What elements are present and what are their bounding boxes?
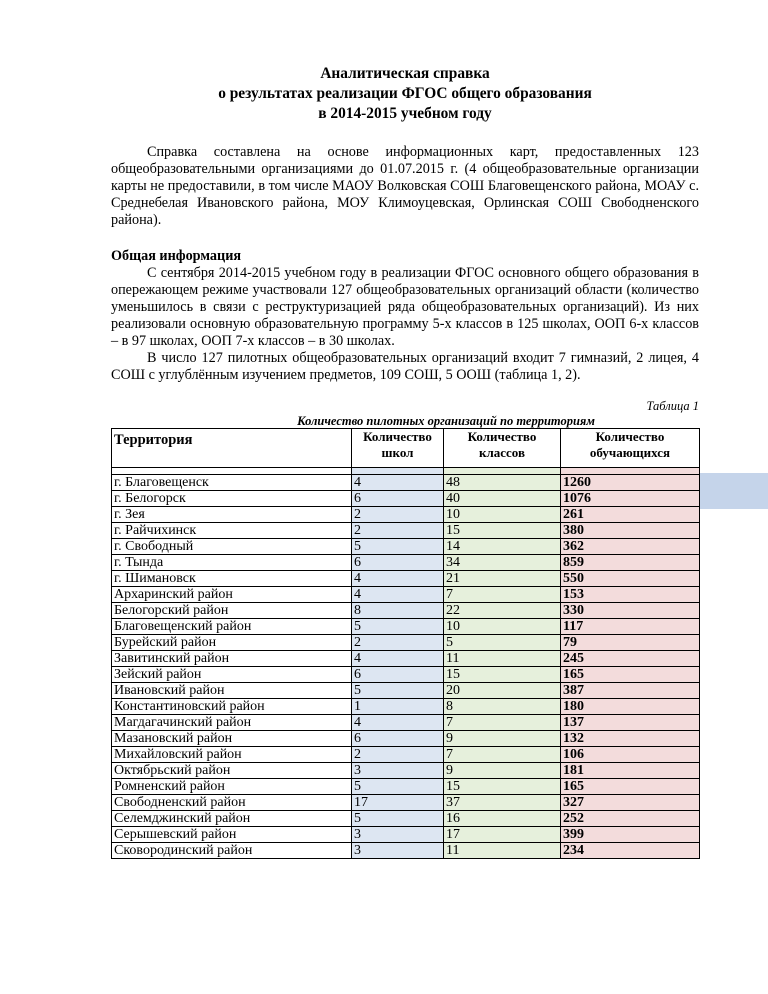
table-body [112, 468, 700, 859]
cell-schools: 6 [352, 731, 444, 747]
cell-schools: 4 [352, 651, 444, 667]
document-page [111, 64, 699, 859]
cell-students: 165 [561, 779, 700, 795]
cell-schools: 3 [352, 843, 444, 859]
table-caption: Таблица 1 [646, 399, 699, 413]
table-row [112, 475, 700, 491]
table-row [112, 555, 700, 571]
cell-schools: 5 [352, 811, 444, 827]
table-row [112, 747, 700, 763]
cell-schools: 17 [352, 795, 444, 811]
cell-students: 1076 [561, 491, 700, 507]
table-row [112, 587, 700, 603]
cell-territory: г. Свободный [112, 539, 352, 555]
header-classes: Количество классов [444, 429, 561, 468]
table-row [112, 667, 700, 683]
table-row [112, 763, 700, 779]
cell-schools: 6 [352, 667, 444, 683]
side-scroll-tab[interactable] [696, 473, 768, 509]
cell-classes: 15 [444, 523, 561, 539]
cell-schools: 5 [352, 779, 444, 795]
cell-classes: 20 [444, 683, 561, 699]
cell-territory: г. Благовещенск [112, 475, 352, 491]
cell-territory: г. Райчихинск [112, 523, 352, 539]
cell-students: 181 [561, 763, 700, 779]
cell-territory: Сковородинский район [112, 843, 352, 859]
cell-schools: 4 [352, 475, 444, 491]
table-row [112, 539, 700, 555]
table-row [112, 683, 700, 699]
cell-classes: 11 [444, 651, 561, 667]
cell-territory: Константиновский район [112, 699, 352, 715]
table-row [112, 731, 700, 747]
table-row [112, 779, 700, 795]
cell-classes: 22 [444, 603, 561, 619]
table-row [112, 491, 700, 507]
cell-students: 330 [561, 603, 700, 619]
table-header-row [112, 429, 700, 468]
cell-schools: 6 [352, 555, 444, 571]
cell-schools: 2 [352, 523, 444, 539]
cell-classes: 37 [444, 795, 561, 811]
cell-classes: 15 [444, 667, 561, 683]
header-territory: Территория [112, 429, 352, 468]
section-paragraph-2: В число 127 пилотных общеобразовательных организаций входит 7 гимназий, 2 лицея, 4 СОШ с углублённым изучением предметов, 109 СОШ, 5 ООШ (таблица 1, 2). [111, 350, 699, 383]
cell-classes: 10 [444, 619, 561, 635]
cell-students: 859 [561, 555, 700, 571]
table-row [112, 507, 700, 523]
cell-territory: г. Шимановск [112, 571, 352, 587]
cell-classes: 10 [444, 507, 561, 523]
cell-classes: 17 [444, 827, 561, 843]
cell-classes: 7 [444, 587, 561, 603]
cell-schools: 3 [352, 763, 444, 779]
cell-classes: 21 [444, 571, 561, 587]
cell-students: 327 [561, 795, 700, 811]
table-row [112, 571, 700, 587]
title-line-2: о результатах реализации ФГОС общего образования [218, 85, 592, 102]
cell-territory: г. Белогорск [112, 491, 352, 507]
cell-territory: Ивановский район [112, 683, 352, 699]
cell-territory: Архаринский район [112, 587, 352, 603]
cell-students: 387 [561, 683, 700, 699]
cell-classes: 5 [444, 635, 561, 651]
cell-territory: Белогорский район [112, 603, 352, 619]
cell-classes: 16 [444, 811, 561, 827]
cell-schools: 5 [352, 619, 444, 635]
cell-students: 1260 [561, 475, 700, 491]
cell-territory: Свободненский район [112, 795, 352, 811]
table-row [112, 603, 700, 619]
cell-territory: Серышевский район [112, 827, 352, 843]
cell-territory: Магдагачинский район [112, 715, 352, 731]
table-row [112, 715, 700, 731]
cell-schools: 2 [352, 507, 444, 523]
cell-schools: 5 [352, 539, 444, 555]
cell-students: 153 [561, 587, 700, 603]
cell-schools: 8 [352, 603, 444, 619]
header-students: Количество обучающихся [561, 429, 700, 468]
cell-classes: 11 [444, 843, 561, 859]
section-paragraph-1: С сентября 2014-2015 учебном году в реализации ФГОС основного общего образования в опережающем режиме участвовали 127 общеобразовательных организаций области (количество уменьшилось в связи с реструктуризацией ряда общеобразовательных организаций). Из них реализовали основную образовательную программу 5-х классов в 125 школах, ООП 6-х классов – в 97 школах, ООП 7-х классов – в 30 школах. [111, 265, 699, 349]
cell-classes: 34 [444, 555, 561, 571]
cell-schools: 3 [352, 827, 444, 843]
cell-students: 380 [561, 523, 700, 539]
table-row [112, 795, 700, 811]
section-heading: Общая информация [111, 248, 242, 264]
cell-students: 252 [561, 811, 700, 827]
cell-schools: 4 [352, 587, 444, 603]
table-spacer-row [112, 468, 700, 475]
cell-schools: 1 [352, 699, 444, 715]
cell-territory: Селемджинский район [112, 811, 352, 827]
cell-students: 117 [561, 619, 700, 635]
table-title: Количество пилотных организаций по территориям [297, 414, 595, 428]
table-row [112, 635, 700, 651]
cell-classes: 14 [444, 539, 561, 555]
cell-schools: 5 [352, 683, 444, 699]
cell-classes: 9 [444, 763, 561, 779]
table-row [112, 523, 700, 539]
cell-territory: Мазановский район [112, 731, 352, 747]
table-row [112, 827, 700, 843]
cell-classes: 8 [444, 699, 561, 715]
cell-classes: 9 [444, 731, 561, 747]
cell-students: 137 [561, 715, 700, 731]
title-line-3: в 2014-2015 учебном году [318, 105, 492, 122]
cell-students: 399 [561, 827, 700, 843]
table-row [112, 811, 700, 827]
cell-classes: 48 [444, 475, 561, 491]
territories-table [111, 428, 700, 859]
cell-schools: 2 [352, 635, 444, 651]
table-row [112, 651, 700, 667]
cell-schools: 4 [352, 571, 444, 587]
cell-territory: г. Тында [112, 555, 352, 571]
cell-classes: 15 [444, 779, 561, 795]
cell-classes: 40 [444, 491, 561, 507]
intro-paragraph: Справка составлена на основе информационных карт, предоставленных 123 общеобразовательными организациями до 01.07.2015 г. (4 общеобразовательные организации карты не предоставили, в том числе МАОУ Волковская СОШ Благовещенского района, МОАУ с. Среднебелая Ивановского района, МОУ Климоуцевская, Орлинская СОШ Свободненского района). [111, 144, 699, 228]
title-line-1: Аналитическая справка [320, 65, 490, 82]
cell-schools: 6 [352, 491, 444, 507]
header-schools: Количество школ [352, 429, 444, 468]
cell-territory: Октябрьский район [112, 763, 352, 779]
cell-territory: Бурейский район [112, 635, 352, 651]
cell-territory: Завитинский район [112, 651, 352, 667]
cell-territory: Благовещенский район [112, 619, 352, 635]
cell-schools: 2 [352, 747, 444, 763]
cell-territory: Зейский район [112, 667, 352, 683]
cell-students: 165 [561, 667, 700, 683]
cell-students: 261 [561, 507, 700, 523]
table-row [112, 699, 700, 715]
cell-territory: г. Зея [112, 507, 352, 523]
document-title [111, 64, 699, 124]
table-row [112, 843, 700, 859]
cell-students: 106 [561, 747, 700, 763]
table-row [112, 619, 700, 635]
cell-schools: 4 [352, 715, 444, 731]
cell-students: 362 [561, 539, 700, 555]
cell-territory: Михайловский район [112, 747, 352, 763]
cell-students: 234 [561, 843, 700, 859]
cell-students: 79 [561, 635, 700, 651]
cell-students: 180 [561, 699, 700, 715]
cell-territory: Ромненский район [112, 779, 352, 795]
cell-students: 245 [561, 651, 700, 667]
cell-students: 132 [561, 731, 700, 747]
cell-classes: 7 [444, 747, 561, 763]
cell-students: 550 [561, 571, 700, 587]
cell-classes: 7 [444, 715, 561, 731]
